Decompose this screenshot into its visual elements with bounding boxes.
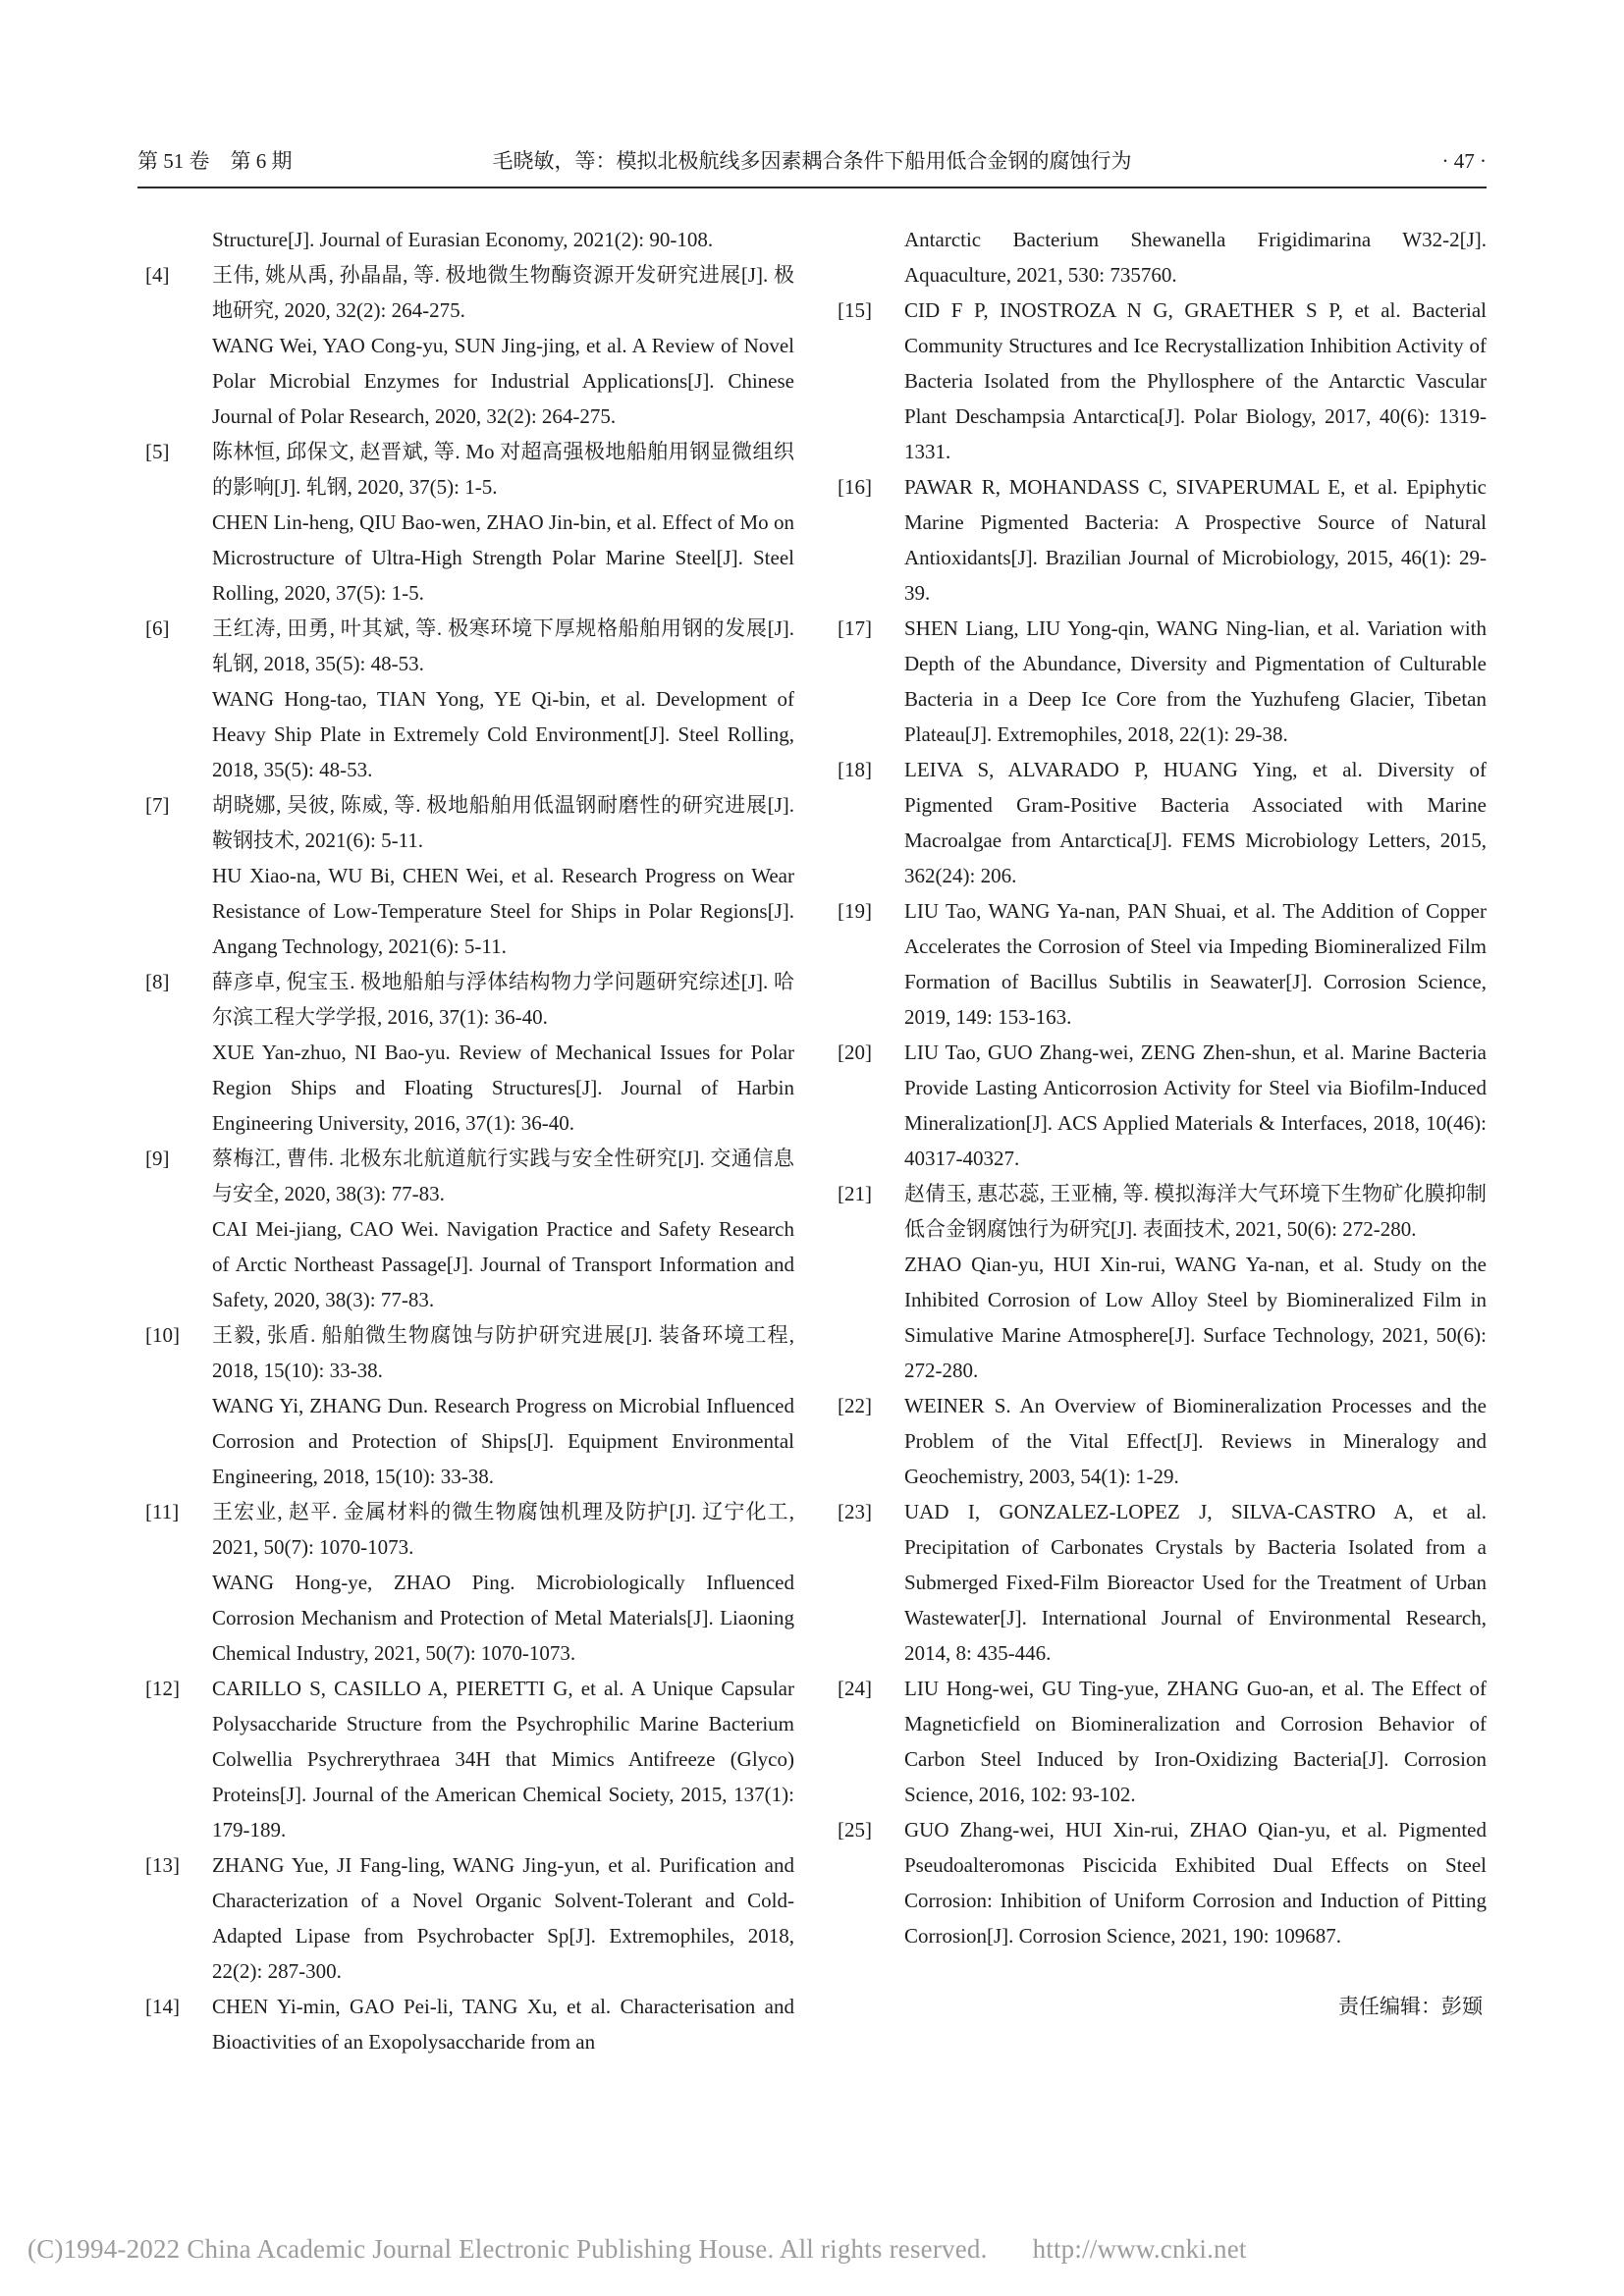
- reference-item: [830, 752, 1487, 893]
- reference-body: [904, 1035, 1487, 1176]
- responsible-editor-note: 责任编辑：彭颋: [1338, 1995, 1483, 2018]
- reference-text: CID F P, INOSTROZA N G, GRAETHER S P, et al. Bacterial Community Structures and Ice Recrystallization Inhibition Activity of Bacteria Isolated from the Phyllosphere of the Antarctic Vascular Plant Deschampsia Antarctica[J]. Polar Biology, 2017, 40(6): 1319-1331.: [904, 298, 1487, 463]
- reference-item: [830, 611, 1487, 752]
- reference-text: WANG Hong-ye, ZHAO Ping. Microbiologically Influenced Corrosion Mechanism and Protection of Metal Materials[J]. Liaoning Chemical Industry, 2021, 50(7): 1070-1073.: [212, 1571, 794, 1665]
- reference-body: [904, 1671, 1487, 1812]
- reference-text: UAD I, GONZALEZ-LOPEZ J, SILVA-CASTRO A, et al. Precipitation of Carbonates Crystals by Bacteria Isolated from a Submerged Fixed-Film Bioreactor Used for the Treatment of Urban Wastewater[J]. International Journal of Environmental Research, 2014, 8: 435-446.: [904, 1500, 1487, 1665]
- reference-text: LEIVA S, ALVARADO P, HUANG Ying, et al. Diversity of Pigmented Gram-Positive Bacteria Associated with Marine Macroalgae from Antarctica[J]. FEMS Microbiology Letters, 2015, 362(24): 206.: [904, 758, 1487, 887]
- reference-item: [830, 222, 1487, 293]
- reference-text: PAWAR R, MOHANDASS C, SIVAPERUMAL E, et al. Epiphytic Marine Pigmented Bacteria: A Prospective Source of Natural Antioxidants[J]. Brazilian Journal of Microbiology, 2015, 46(1): 29-39.: [904, 475, 1487, 605]
- reference-number: [22]: [838, 1394, 872, 1417]
- reference-text: LIU Hong-wei, GU Ting-yue, ZHANG Guo-an, et al. The Effect of Magneticfield on Biomineralization and Corrosion Behavior of Carbon Steel Induced by Iron-Oxidizing Bacteria[J]. Corrosion Science, 2016, 102: 93-102.: [904, 1677, 1487, 1806]
- reference-text: SHEN Liang, LIU Yong-qin, WANG Ning-lian, et al. Variation with Depth of the Abundance, Diversity and Pigmentation of Culturable Bacteria in a Deep Ice Core from the Yuzhufeng Glacier, Tibetan Plateau[J]. Extremophiles, 2018, 22(1): 29-38.: [904, 616, 1487, 746]
- header-volume-issue: 第 51 卷 第 6 期: [137, 149, 293, 173]
- footer-url: http://www.cnki.net: [1032, 2234, 1247, 2264]
- reference-number: [18]: [838, 758, 872, 781]
- reference-number: [13]: [145, 1853, 180, 1877]
- reference-item: [137, 257, 794, 434]
- reference-body: [212, 611, 794, 787]
- reference-item: [137, 964, 794, 1141]
- reference-body: [212, 787, 794, 964]
- reference-item: [137, 434, 794, 611]
- reference-number: [15]: [838, 298, 872, 322]
- reference-text: CHEN Yi-min, GAO Pei-li, TANG Xu, et al. Characterisation and Bioactivities of an Exopolysaccharide from an: [212, 1995, 794, 2054]
- references-section: [137, 222, 1487, 2059]
- reference-body: [212, 1317, 794, 1494]
- reference-number: [19]: [838, 899, 872, 923]
- reference-list-left: [137, 222, 794, 2059]
- reference-body: [904, 893, 1487, 1035]
- reference-text: CARILLO S, CASILLO A, PIERETTI G, et al. A Unique Capsular Polysaccharide Structure from the Psychrophilic Marine Bacterium Colwellia Psychrerythraea 34H that Mimics Antifreeze (Glyco) Proteins[J]. Journal of the American Chemical Society, 2015, 137(1): 179-189.: [212, 1677, 794, 1842]
- reference-text: CAI Mei-jiang, CAO Wei. Navigation Practice and Safety Research of Arctic Northeast Passage[J]. Journal of Transport Information and Safety, 2020, 38(3): 77-83.: [212, 1217, 794, 1311]
- reference-item: [137, 1989, 794, 2059]
- reference-body: [212, 434, 794, 611]
- reference-text: WANG Hong-tao, TIAN Yong, YE Qi-bin, et al. Development of Heavy Ship Plate in Extremely Cold Environment[J]. Steel Rolling, 2018, 35(5): 48-53.: [212, 687, 794, 781]
- reference-body: [904, 1812, 1487, 1953]
- reference-number: [12]: [145, 1677, 180, 1700]
- reference-text: 王红涛, 田勇, 叶其斌, 等. 极寒环境下厚规格船舶用钢的发展[J]. 轧钢, 2018, 35(5): 48-53.: [212, 616, 794, 675]
- references-column-left: [137, 222, 794, 2059]
- reference-item: [137, 611, 794, 787]
- reference-number: [25]: [838, 1818, 872, 1842]
- reference-item: [830, 469, 1487, 611]
- reference-text: 薛彦卓, 倪宝玉. 极地船舶与浮体结构物力学问题研究综述[J]. 哈尔滨工程大学学报, 2016, 37(1): 36-40.: [212, 970, 794, 1029]
- header-running-title: 毛晓敏，等：模拟北极航线多因素耦合条件下船用低合金钢的腐蚀行为: [492, 149, 1132, 173]
- reference-text: Antarctic Bacterium Shewanella Frigidimarina W32-2[J]. Aquaculture, 2021, 530: 735760.: [904, 228, 1487, 287]
- reference-number: [14]: [145, 1995, 180, 2018]
- reference-number: [6]: [145, 616, 170, 640]
- reference-body: [212, 964, 794, 1141]
- reference-body: [904, 611, 1487, 752]
- reference-text: Structure[J]. Journal of Eurasian Economy, 2021(2): 90-108.: [212, 228, 714, 251]
- reference-body: [212, 222, 794, 257]
- reference-item: [137, 1671, 794, 1847]
- reference-text: 赵倩玉, 惠芯蕊, 王亚楠, 等. 模拟海洋大气环境下生物矿化膜抑制低合金钢腐蚀行为研究[J]. 表面技术, 2021, 50(6): 272-280.: [904, 1182, 1487, 1241]
- reference-item: [137, 1141, 794, 1317]
- references-column-right: [830, 222, 1487, 2059]
- reference-body: [904, 222, 1487, 293]
- reference-text: 王毅, 张盾. 船舶微生物腐蚀与防护研究进展[J]. 装备环境工程, 2018, 15(10): 33-38.: [212, 1323, 794, 1382]
- header-page-number: · 47 ·: [1441, 149, 1487, 173]
- reference-item: [830, 1388, 1487, 1494]
- reference-body: [904, 469, 1487, 611]
- reference-text: ZHANG Yue, JI Fang-ling, WANG Jing-yun, et al. Purification and Characterization of a Novel Organic Solvent-Tolerant and Cold-Adapted Lipase from Psychrobacter Sp[J]. Extremophiles, 2018, 22(2): 287-300.: [212, 1853, 794, 1983]
- reference-item: [137, 1317, 794, 1494]
- reference-number: [16]: [838, 475, 872, 499]
- reference-item: [830, 293, 1487, 469]
- reference-number: [7]: [145, 793, 170, 817]
- reference-item: [830, 1176, 1487, 1388]
- reference-item: [830, 1671, 1487, 1812]
- reference-body: [212, 1141, 794, 1317]
- reference-item: [830, 893, 1487, 1035]
- reference-list-right: [830, 222, 1487, 1953]
- reference-item: [137, 222, 794, 257]
- reference-text: CHEN Lin-heng, QIU Bao-wen, ZHAO Jin-bin, et al. Effect of Mo on Microstructure of Ultra-High Strength Polar Marine Steel[J]. Steel Rolling, 2020, 37(5): 1-5.: [212, 510, 794, 605]
- reference-body: [904, 752, 1487, 893]
- reference-number: [9]: [145, 1147, 170, 1170]
- reference-body: [904, 1388, 1487, 1494]
- reference-body: [904, 293, 1487, 469]
- reference-text: LIU Tao, GUO Zhang-wei, ZENG Zhen-shun, et al. Marine Bacteria Provide Lasting Anticorrosion Activity for Steel via Biofilm-Induced Mineralization[J]. ACS Applied Materials & Interfaces, 2018, 10(46): 40317-40327.: [904, 1041, 1487, 1170]
- reference-number: [17]: [838, 616, 872, 640]
- reference-text: 陈林恒, 邱保文, 赵晋斌, 等. Mo 对超高强极地船舶用钢显微组织的影响[J]. 轧钢, 2020, 37(5): 1-5.: [212, 440, 794, 499]
- footer-copyright: (C)1994-2022 China Academic Journal Electronic Publishing House. All rights reserved.: [27, 2234, 988, 2264]
- reference-item: [137, 1494, 794, 1671]
- reference-text: WANG Yi, ZHANG Dun. Research Progress on Microbial Influenced Corrosion and Protection of Ships[J]. Equipment Environmental Engineering, 2018, 15(10): 33-38.: [212, 1394, 794, 1488]
- reference-number: [8]: [145, 970, 170, 993]
- reference-text: GUO Zhang-wei, HUI Xin-rui, ZHAO Qian-yu, et al. Pigmented Pseudoalteromonas Piscicida Exhibited Dual Effects on Steel Corrosion: Inhibition of Uniform Corrosion and Induction of Pitting Corrosion[J]. Corrosion Science, 2021, 190: 109687.: [904, 1818, 1487, 1948]
- reference-number: [4]: [145, 263, 170, 287]
- reference-text: ZHAO Qian-yu, HUI Xin-rui, WANG Ya-nan, et al. Study on the Inhibited Corrosion of Low Alloy Steel by Biomineralized Film in Simulative Marine Atmosphere[J]. Surface Technology, 2021, 50(6): 272-280.: [904, 1253, 1487, 1382]
- reference-text: WANG Wei, YAO Cong-yu, SUN Jing-jing, et al. A Review of Novel Polar Microbial Enzymes for Industrial Applications[J]. Chinese Journal of Polar Research, 2020, 32(2): 264-275.: [212, 334, 794, 428]
- reference-text: 蔡梅江, 曹伟. 北极东北航道航行实践与安全性研究[J]. 交通信息与安全, 2020, 38(3): 77-83.: [212, 1147, 794, 1205]
- page-footer: [27, 2234, 1247, 2265]
- reference-text: XUE Yan-zhuo, NI Bao-yu. Review of Mechanical Issues for Polar Region Ships and Floating Structures[J]. Journal of Harbin Engineering University, 2016, 37(1): 36-40.: [212, 1041, 794, 1135]
- page-header: [137, 147, 1487, 188]
- reference-body: [212, 257, 794, 434]
- reference-text: LIU Tao, WANG Ya-nan, PAN Shuai, et al. The Addition of Copper Accelerates the Corrosion of Steel via Impeding Biomineralized Film Formation of Bacillus Subtilis in Seawater[J]. Corrosion Science, 2019, 149: 153-163.: [904, 899, 1487, 1029]
- reference-body: [904, 1494, 1487, 1671]
- reference-number: [5]: [145, 440, 170, 463]
- reference-number: [21]: [838, 1182, 872, 1205]
- reference-text: WEINER S. An Overview of Biomineralization Processes and the Problem of the Vital Effect[J]. Reviews in Mineralogy and Geochemistry, 2003, 54(1): 1-29.: [904, 1394, 1487, 1488]
- reference-text: HU Xiao-na, WU Bi, CHEN Wei, et al. Research Progress on Wear Resistance of Low-Temperature Steel for Ships in Polar Regions[J]. Angang Technology, 2021(6): 5-11.: [212, 864, 794, 958]
- reference-item: [137, 1847, 794, 1989]
- reference-item: [830, 1035, 1487, 1176]
- reference-item: [830, 1494, 1487, 1671]
- reference-text: 王宏业, 赵平. 金属材料的微生物腐蚀机理及防护[J]. 辽宁化工, 2021, 50(7): 1070-1073.: [212, 1500, 794, 1559]
- reference-number: [23]: [838, 1500, 872, 1523]
- reference-text: 王伟, 姚从禹, 孙晶晶, 等. 极地微生物酶资源开发研究进展[J]. 极地研究, 2020, 32(2): 264-275.: [212, 263, 794, 322]
- reference-body: [212, 1671, 794, 1847]
- reference-item: [137, 787, 794, 964]
- reference-item: [830, 1812, 1487, 1953]
- reference-body: [212, 1989, 794, 2059]
- reference-body: [212, 1494, 794, 1671]
- reference-number: [20]: [838, 1041, 872, 1064]
- reference-number: [11]: [145, 1500, 180, 1523]
- reference-body: [904, 1176, 1487, 1388]
- reference-text: 胡晓娜, 吴彼, 陈威, 等. 极地船舶用低温钢耐磨性的研究进展[J]. 鞍钢技术, 2021(6): 5-11.: [212, 793, 794, 852]
- reference-number: [10]: [145, 1323, 180, 1347]
- reference-number: [24]: [838, 1677, 872, 1700]
- reference-body: [212, 1847, 794, 1989]
